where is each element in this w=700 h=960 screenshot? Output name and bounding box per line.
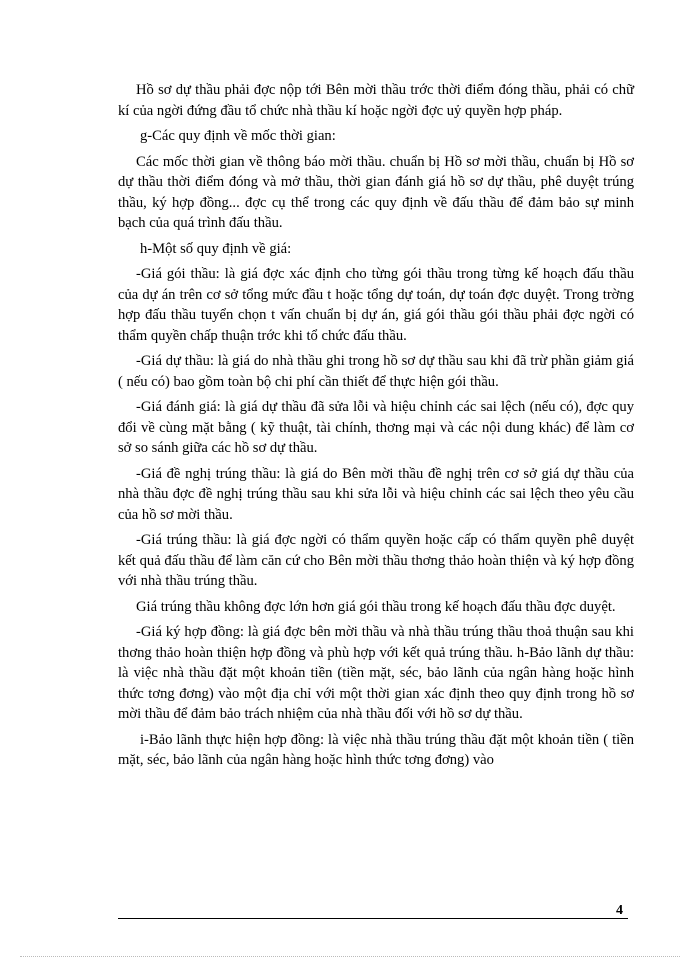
footer-rule	[118, 918, 628, 919]
paragraph: Hồ sơ dự thầu phải đợc nộp tới Bên mời thầu trớc thời điểm đóng thầu, phải có chữ kí của ngời đứng đầu tổ chức nhà thầu kí hoặc ngời đợc uỷ quyền hợp pháp.	[118, 82, 634, 119]
section-heading: h-Một số quy định về giá:	[140, 240, 292, 257]
paragraph: -Giá ký hợp đồng: là giá đợc bên mời thầu và nhà thầu trúng thầu thoả thuận sau khi thơng thảo hoàn thiện hợp đồng và phù hợp với kết quả trúng thầu. h-Bảo lãnh dự thầu: là việc nhà thầu đặt một khoản tiền (tiền mặt, séc, bảo lãnh của ngân hàng hoặc hình thức tơng đơng) vào một địa chỉ với một thời gian xác định theo quy định trong hồ sơ mời thầu để đảm bảo trách nhiệm của nhà thầu đối với hồ sơ dự thầu.	[118, 624, 634, 722]
paragraph: -Giá đánh giá: là giá dự thầu đã sửa lỗi và hiệu chỉnh các sai lệch (nếu có), đợc quy đổi về cùng mặt bằng ( kỹ thuật, tài chính, thơng mại và các nội dung khác) để làm cơ sở so sánh giữa các hồ sơ dự thầu.	[118, 399, 634, 456]
page-break-divider	[20, 956, 680, 957]
paragraph: -Giá đề nghị trúng thầu: là giá do Bên mời thầu đề nghị trên cơ sở giá dự thầu của nhà thầu đợc đề nghị trúng thầu sau khi sửa lỗi và hiệu chỉnh các sai lệch theo yêu cầu của hồ sơ mời thầu.	[118, 465, 634, 523]
paragraph: Các mốc thời gian về thông báo mời thầu. chuẩn bị Hồ sơ mời thầu, chuẩn bị Hồ sơ dự thầu thời điểm đóng và mở thầu, thời gian đánh giá hồ sơ dự thầu, phê duyệt trúng thầu, ký hợp đồng... đợc cụ thể trong các quy định về đấu thầu để đảm bảo sự minh bạch của quá trình đấu thầu.	[118, 153, 634, 231]
paragraph: -Giá gói thầu: là giá đợc xác định cho từng gói thầu trong từng kế hoạch đấu thầu của dự án trên cơ sở tổng mức đầu t hoặc tổng dự toán, dự toán đợc duyệt. Trong trờng hợp đấu thầu tuyển chọn t vấn chuẩn bị dự án, giá gói thầu gói thầu phải đợc ngời có thẩm quyền chấp thuận trớc khi tổ chức đấu thầu.	[118, 266, 634, 344]
page-number: 4	[616, 903, 623, 918]
document-body	[118, 80, 634, 776]
section-heading: g-Các quy định về mốc thời gian:	[140, 128, 336, 144]
section-heading: i-Bảo lãnh thực hiện hợp đồng: là việc nhà thầu trúng thầu đặt một khoản tiền ( tiền mặt, séc, bảo lãnh của ngân hàng hoặc hình thức tơng đơng) vào	[118, 731, 634, 768]
paragraph: -Giá dự thầu: là giá do nhà thầu ghi trong hồ sơ dự thầu sau khi đã trừ phần giảm giá ( nếu có) bao gồm toàn bộ chi phí cần thiết để thực hiện gói thầu.	[118, 353, 634, 390]
paragraph: -Giá trúng thầu: là giá đợc ngời có thẩm quyền hoặc cấp có thẩm quyền phê duyệt kết quả đấu thầu để làm căn cứ cho Bên mời thầu thơng thảo hoàn thiện và ký hợp đồng với nhà thầu trúng thầu.	[118, 532, 634, 589]
paragraph: Giá trúng thầu không đợc lớn hơn giá gói thầu trong kế hoạch đấu thầu đợc duyệt.	[136, 598, 616, 615]
